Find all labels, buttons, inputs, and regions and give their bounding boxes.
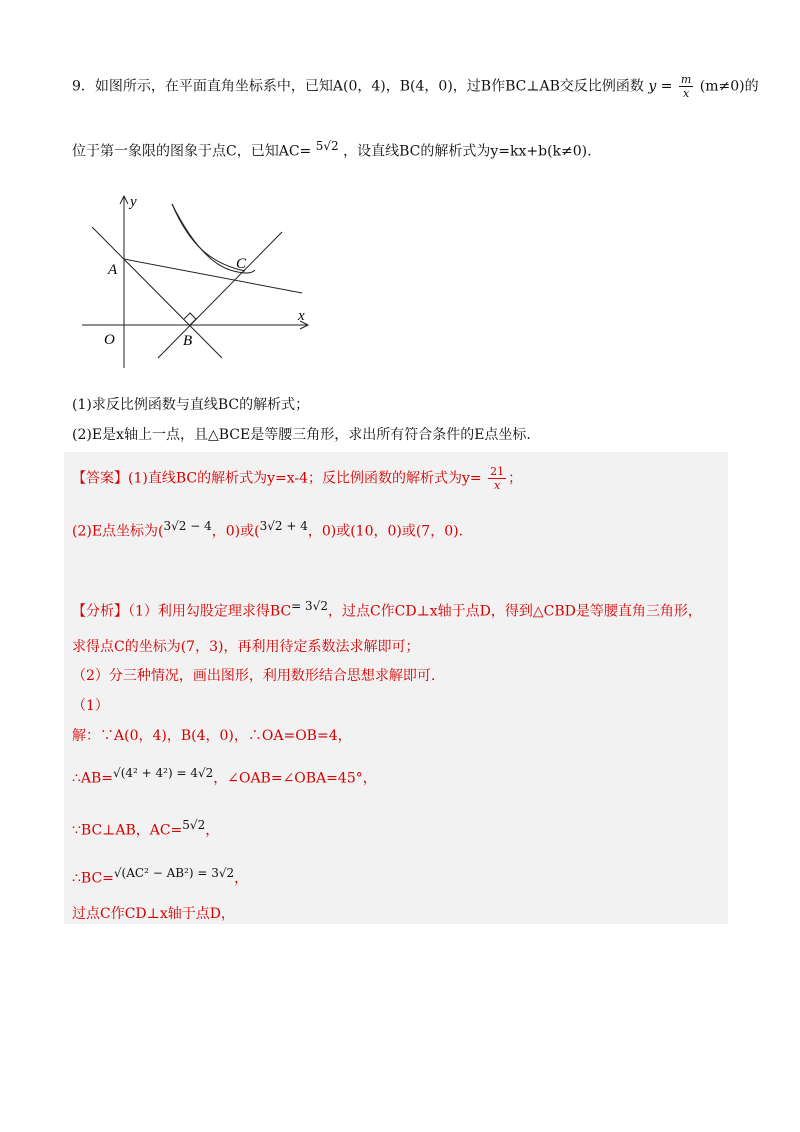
- answer-2-start: (2)E点坐标为(: [72, 523, 164, 540]
- question-text-2b: ，设直线BC的解析式为y=kx+b(k≠0).: [343, 143, 592, 160]
- answer-2-expr-2: 3√2 + 4: [259, 519, 308, 533]
- answer-fraction-num: 21: [490, 465, 505, 478]
- question-text-2a: 位于第一象限的图象于点C，已知AC=: [72, 143, 312, 160]
- question-line-2: [72, 136, 592, 162]
- analysis-7b: ，: [205, 822, 220, 839]
- answer-fraction: [488, 465, 506, 492]
- function-lhs: y =: [648, 78, 673, 95]
- question-line-1: [72, 73, 759, 100]
- analysis-line-8: [72, 863, 248, 889]
- origin-label: O: [104, 332, 115, 348]
- x-axis-label: x: [298, 308, 305, 324]
- answer-2-rest: ，0)或(10，0)或(7，0).: [307, 523, 464, 540]
- analysis-6a: ∴AB=: [72, 770, 114, 787]
- analysis-line-4: （1）: [72, 698, 109, 714]
- analysis-ac-expr: 5√2: [182, 818, 206, 832]
- point-b-label: B: [183, 333, 193, 349]
- answer-bracket: 【答案】: [72, 470, 128, 487]
- answer-fraction-den: x: [494, 479, 501, 492]
- function-fraction: [679, 73, 693, 100]
- analysis-line-9: 过点C作CD⊥x轴于点D，: [72, 906, 235, 922]
- part-2: (2)E是x轴上一点，且△BCE是等腰三角形，求出所有符合条件的E点坐标.: [72, 427, 531, 443]
- answer-1-end: ；: [508, 470, 523, 487]
- fraction-denominator: x: [683, 87, 690, 100]
- analysis-ab-expr: √(4² + 4²) = 4√2: [113, 766, 214, 780]
- question-text: 9．如图所示，在平面直角坐标系中，已知A(0，4)，B(4，0)，过B作BC⊥AB交反比例函数: [72, 78, 644, 95]
- ac-value: 5√2: [315, 139, 339, 153]
- analysis-6b: ，∠OAB=∠OBA=45°，: [213, 770, 377, 787]
- right-angle-mark: [184, 313, 196, 325]
- analysis-line-6: [72, 763, 377, 789]
- analysis-7a: ∵BC⊥AB，AC=: [72, 822, 183, 839]
- line-bc: [158, 232, 282, 358]
- answer-line-2: [72, 516, 463, 542]
- analysis-8b: ，: [234, 870, 249, 887]
- analysis-8a: ∴BC=: [72, 870, 114, 887]
- analysis-line-3: （2）分三种情况，画出图形，利用数形结合思想求解即可.: [72, 668, 436, 684]
- point-a-label: A: [108, 262, 118, 278]
- point-c-label: C: [236, 256, 247, 272]
- y-axis-label: y: [130, 194, 137, 210]
- analysis-bracket: 【分析】: [72, 603, 128, 620]
- analysis-line-5: 解：∵A(0，4)，B(4，0)，∴OA=OB=4，: [72, 728, 352, 744]
- answer-2-mid: ，0)或(: [211, 523, 260, 540]
- answer-2-expr-1: 3√2 − 4: [163, 519, 212, 533]
- line-ac: [124, 259, 302, 293]
- answer-1-text: (1)直线BC的解析式为y=x-4；反比例函数的解析式为y=: [128, 470, 482, 487]
- analysis-line-2: 求得点C的坐标为(7，3)，再利用待定系数法求解即可；: [72, 639, 420, 655]
- part-1: (1)求反比例函数与直线BC的解析式；: [72, 397, 310, 413]
- fraction-numerator: m: [680, 73, 692, 86]
- analysis-line-7: [72, 815, 219, 841]
- hyperbola-tail: [172, 204, 245, 271]
- analysis-1b: ，过点C作CD⊥x轴于点D，得到△CBD是等腰直角三角形，: [327, 603, 702, 620]
- function-condition: (m≠0)的: [699, 78, 759, 95]
- coordinate-figure: [80, 190, 320, 375]
- answer-line-1: [72, 465, 522, 492]
- analysis-line-1: [72, 596, 702, 622]
- analysis-1a: （1）利用勾股定理求得BC: [128, 603, 292, 620]
- analysis-bc2-expr: √(AC² − AB²) = 3√2: [113, 866, 235, 880]
- analysis-bc-expr: = 3√2: [291, 599, 328, 613]
